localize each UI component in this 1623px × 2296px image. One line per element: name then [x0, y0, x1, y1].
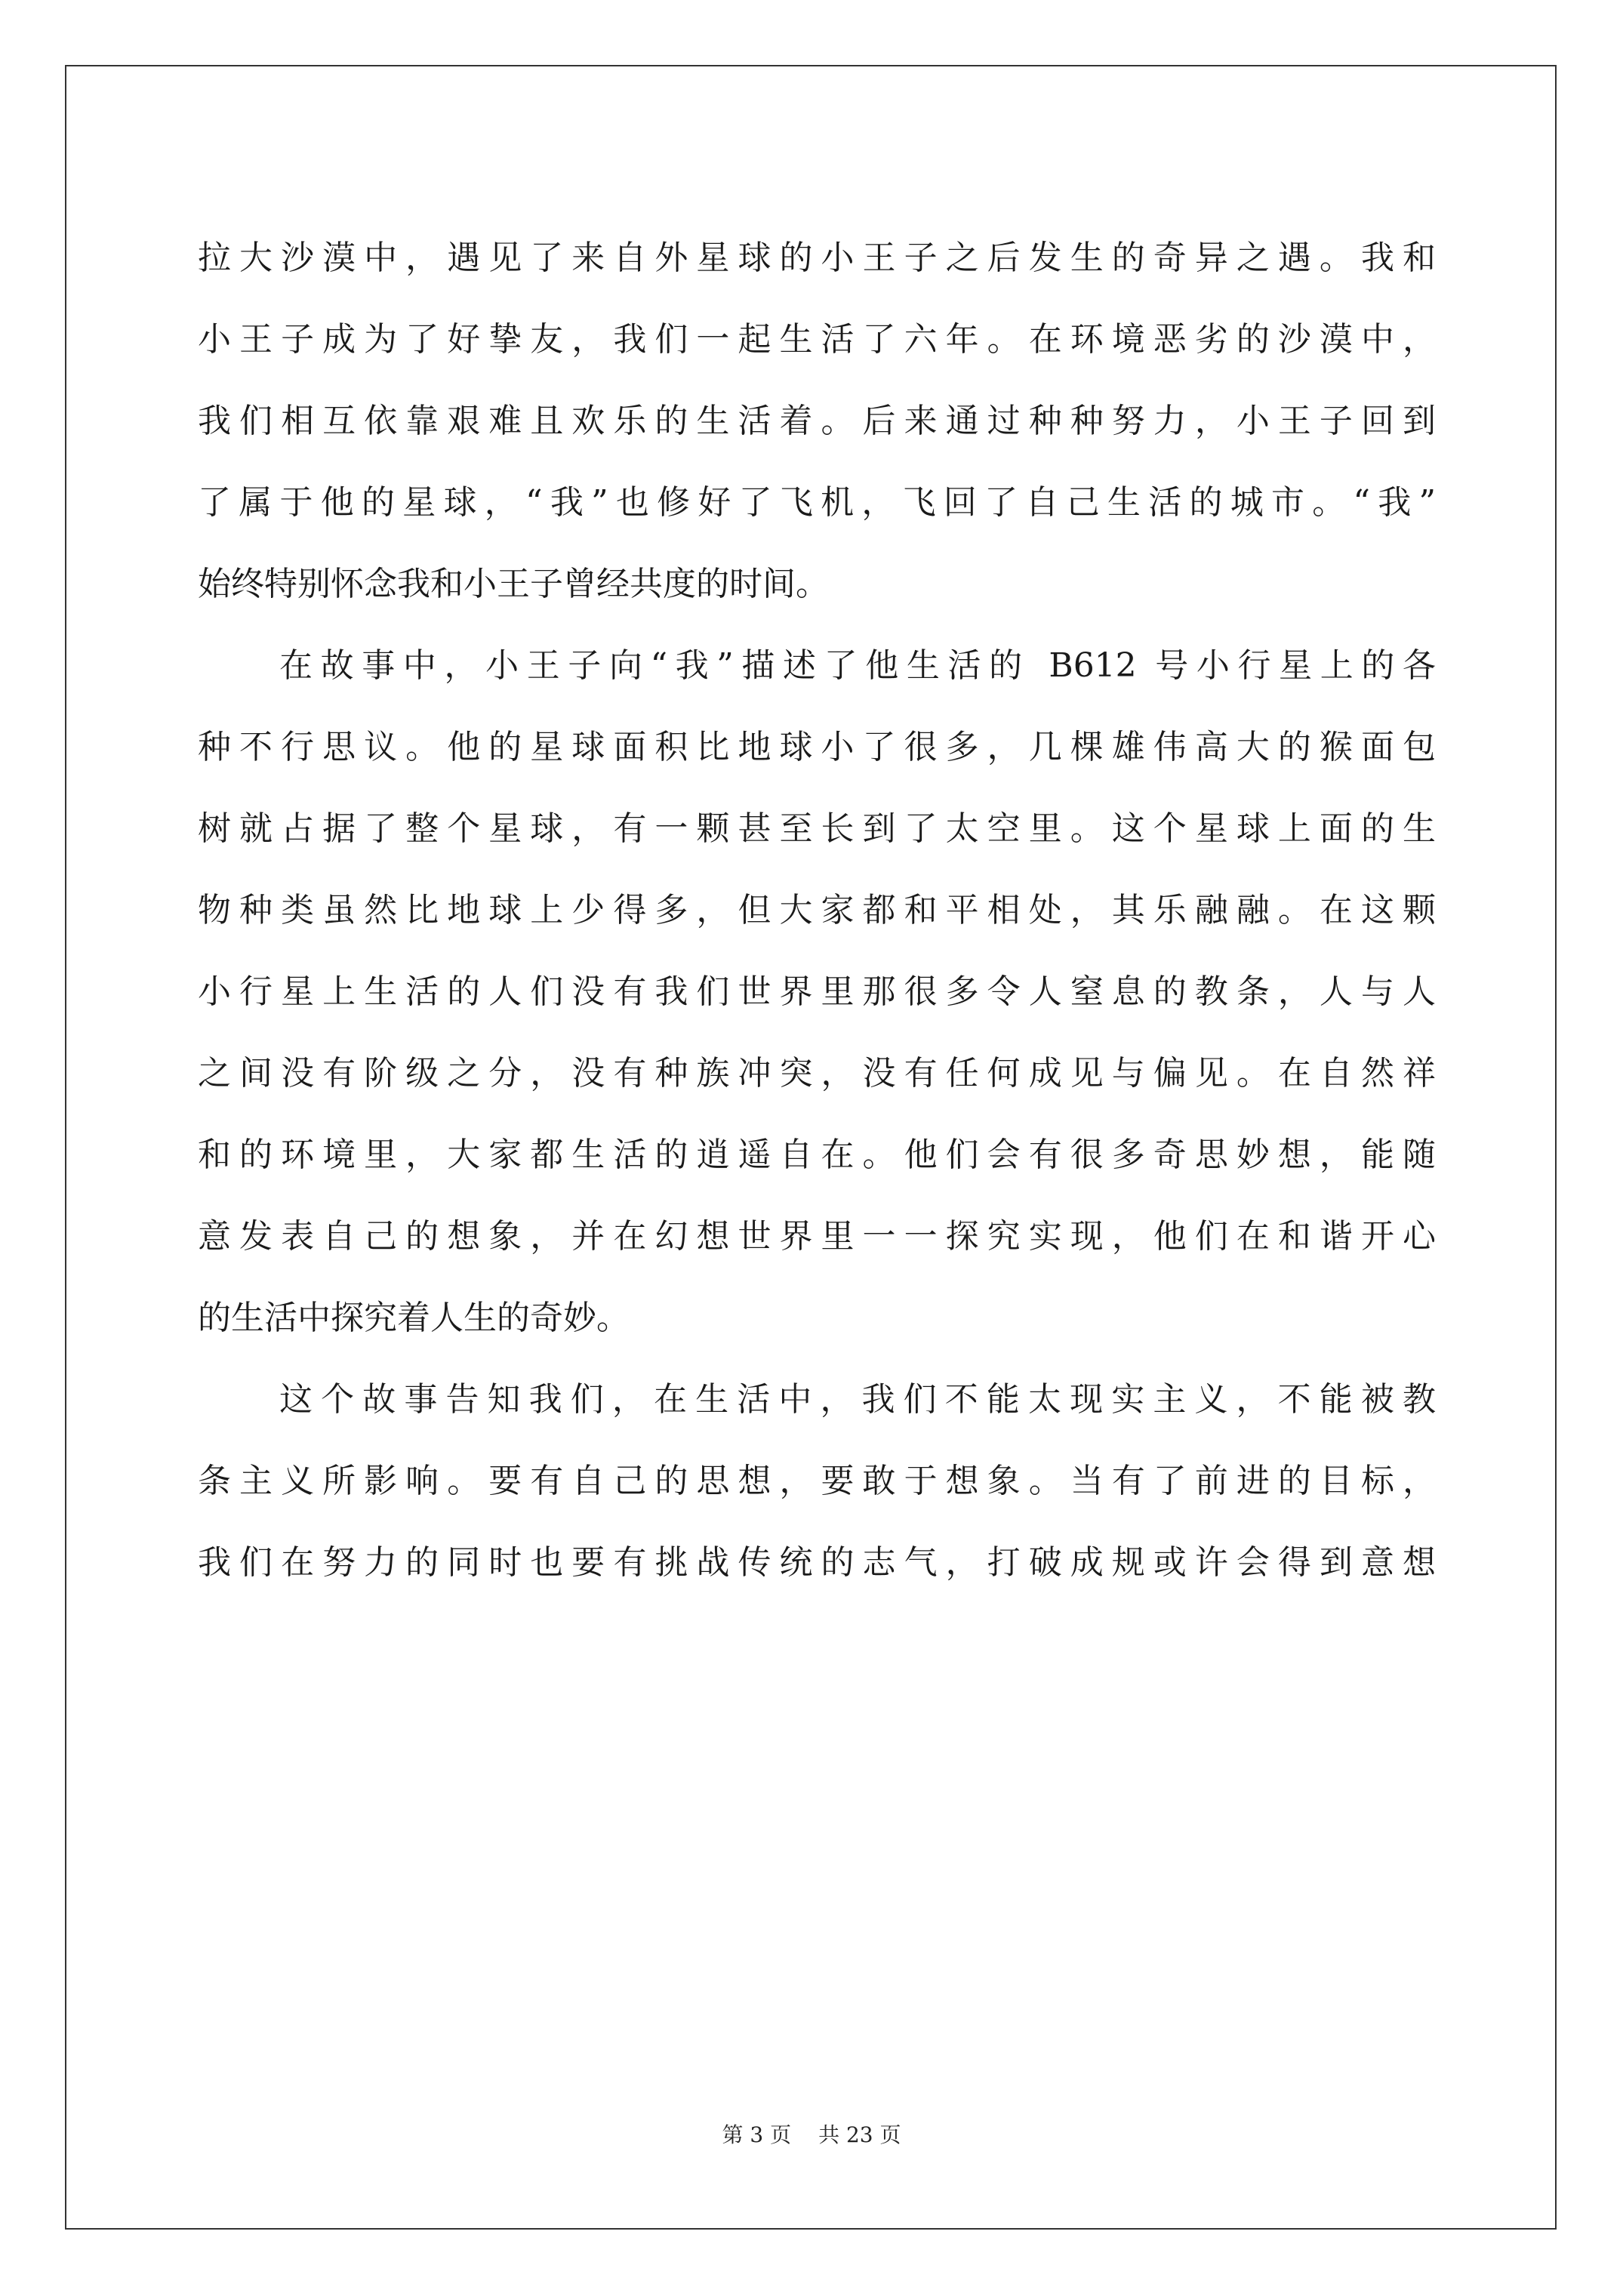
- page-footer: [0, 2119, 1623, 2149]
- text-line: 之间没有阶级之分，没有种族冲突，没有任何成见与偏见。在自然祥: [198, 1054, 1436, 1093]
- text-line: 意发表自己的想象，并在幻想世界里一一探究实现，他们在和谐开心: [198, 1217, 1436, 1256]
- document-body: [198, 217, 1436, 1604]
- text-line: 在故事中，小王子向“我”描述了他生活的 B612 号小行星上的各: [279, 646, 1436, 685]
- text-line: 小行星上生活的人们没有我们世界里那很多令人窒息的教条，人与人: [198, 972, 1436, 1011]
- text-line: 和的环境里，大家都生活的逍遥自在。他们会有很多奇思妙想，能随: [198, 1136, 1436, 1174]
- text-line: 树就占据了整个星球，有一颗甚至长到了太空里。这个星球上面的生: [198, 809, 1436, 848]
- paragraph-3: [198, 1359, 1436, 1604]
- paragraph-1: [198, 217, 1436, 625]
- text-line: 了属于他的星球，“我”也修好了飞机，飞回了自己生活的城市。“我”: [198, 483, 1436, 522]
- text-line: 我们在努力的同时也要有挑战传统的志气，打破成规或许会得到意想: [198, 1543, 1436, 1582]
- text-line: 的生活中探究着人生的奇妙。: [198, 1299, 630, 1337]
- text-line: 种不行思议。他的星球面积比地球小了很多，几棵雄伟高大的猴面包: [198, 728, 1436, 766]
- total-pages: 共 23 页: [818, 2122, 901, 2147]
- text-line: 拉大沙漠中，遇见了来自外星球的小王子之后发生的奇异之遇。我和: [198, 239, 1436, 277]
- text-line: 始终特别怀念我和小王子曾经共度的时间。: [198, 565, 829, 603]
- text-line: 小王子成为了好挚友，我们一起生活了六年。在环境恶劣的沙漠中，: [198, 320, 1436, 359]
- text-line: 这个故事告知我们，在生活中，我们不能太现实主义，不能被教: [279, 1380, 1436, 1419]
- text-line: 条主义所影响。要有自己的思想，要敢于想象。当有了前进的目标，: [198, 1462, 1436, 1500]
- text-line: 物种类虽然比地球上少得多，但大家都和平相处，其乐融融。在这颗: [198, 891, 1436, 929]
- page-number: 第 3 页: [722, 2122, 792, 2147]
- paragraph-2: [198, 625, 1436, 1359]
- text-line: 我们相互依靠艰难且欢乐的生活着。后来通过种种努力，小王子回到: [198, 402, 1436, 440]
